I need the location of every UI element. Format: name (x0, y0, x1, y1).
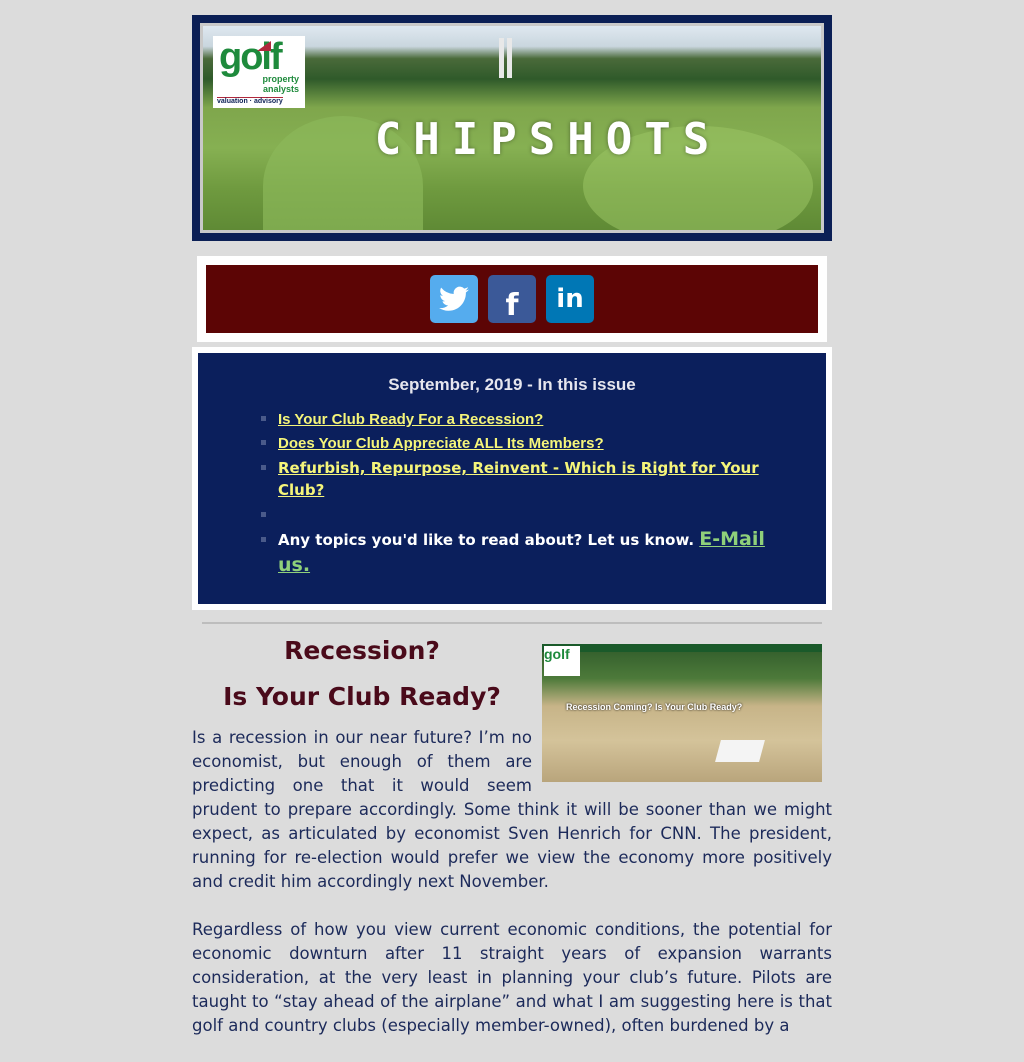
toc-link-recession[interactable]: Is Your Club Ready For a Recession? (278, 411, 544, 428)
email-us-link[interactable]: E-Mail us. (278, 528, 765, 576)
divider (202, 622, 822, 624)
article-image[interactable]: golf Recession Coming? Is Your Club Ready? (542, 644, 822, 782)
article-subtitle: Is Your Club Ready? (223, 682, 501, 711)
table-of-contents (192, 347, 832, 610)
newsletter-title: CHIPSHOTS (374, 114, 722, 165)
paragraph: Regardless of how you view current economic conditions, the potential for economic downturn after 11 straight years of expansion warrants consideration, at the very least in planning your club’s future. Pilots are taught to “stay ahead of the airplane” and what I am suggesting here is that golf and country clubs (especially member-owned), often burdened by a (192, 920, 832, 1035)
golf-property-analysts-logo[interactable]: golf property analysts valuation · advisory (213, 36, 305, 108)
paragraph: Is a recession in our near future? I’m no economist, but enough of them are predicting one that it would seem prudent to prepare accordingly. Some think it will be sooner than we might expect, as articulated by economist Sven Henrich for CNN. The president, running for re-election would prefer we view the economy more positively and credit him accordingly next November. (192, 728, 832, 891)
social-bar (197, 256, 827, 342)
header-banner (192, 15, 832, 241)
toc-heading: September, 2019 - In this issue (388, 375, 636, 394)
article-body (192, 726, 832, 1062)
facebook-icon[interactable]: f (488, 275, 536, 323)
toc-link-members[interactable]: Does Your Club Appreciate ALL Its Members? (278, 435, 604, 452)
golf-course-photo (200, 23, 824, 233)
twitter-icon[interactable] (430, 275, 478, 323)
topics-prompt: Any topics you'd like to read about? Let us know. (278, 531, 700, 549)
article-title: Recession? (284, 636, 440, 665)
linkedin-icon[interactable]: in (546, 275, 594, 323)
toc-link-refurbish[interactable]: Refurbish, Repurpose, Reinvent - Which is Right for Your Club? (278, 459, 759, 499)
